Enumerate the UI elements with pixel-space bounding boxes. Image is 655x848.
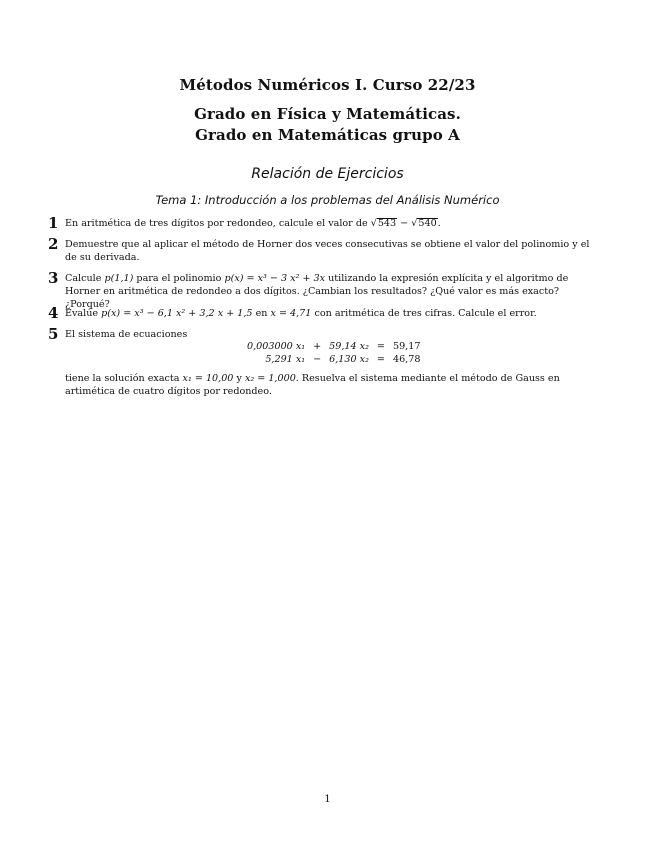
- exercise-text-continued: [65, 372, 600, 398]
- text-segment: y: [233, 373, 245, 384]
- page-number: 1: [324, 794, 331, 805]
- degree-line-2: Grado en Matemáticas grupo A: [195, 126, 460, 144]
- equation-term: 6,130 x₂: [329, 354, 369, 365]
- degree-line-1: Grado en Física y Matemáticas.: [194, 105, 461, 123]
- exercise-text: El sistema de ecuaciones: [65, 329, 188, 340]
- sqrt-radicand: 543: [377, 218, 397, 229]
- text-segment: Evalúe: [65, 308, 102, 319]
- course-title: Métodos Numéricos I. Curso 22/23: [179, 76, 476, 94]
- equation-system: [243, 340, 424, 366]
- topic-title: Tema 1: Introducción a los problemas del Análisis Numérico: [155, 193, 500, 207]
- equation-term: 0,003000 x₁: [247, 341, 306, 352]
- text-segment: Calcule: [65, 273, 105, 284]
- exercise-text: [65, 272, 600, 311]
- text-segment: .: [437, 218, 441, 229]
- exercise-number: 5: [48, 325, 59, 343]
- equation-row: [243, 340, 424, 353]
- equation-term: 5,291 x₁: [265, 354, 306, 365]
- text-segment: tiene la solución exacta: [65, 373, 183, 384]
- equation-rhs: 59,17: [392, 341, 421, 352]
- equation-term: 59,14 x₂: [329, 341, 369, 352]
- sqrt-radicand: 540: [418, 218, 437, 229]
- math-expression: p(x) = x³ − 3 x² + 3x: [224, 273, 326, 284]
- math-expression: x = 4,71: [270, 308, 312, 319]
- equation-operator: +: [313, 341, 322, 352]
- sqrt-symbol: √: [411, 218, 418, 229]
- math-expression: x₂ = 1,000: [244, 373, 296, 384]
- text-segment: En aritmética de tres dígitos por redondeo, calcule el valor de: [65, 218, 371, 229]
- exercise-number: 2: [48, 235, 59, 253]
- exercise-number: 1: [48, 214, 59, 232]
- text-segment: utilizando la expresión explícita y el algoritmo de Horner en aritmética de redondeo a dos dígitos. ¿Cambian los resultados? ¿Qué valor es más exacto? ¿Porqué?: [65, 273, 569, 310]
- exercise-text: [65, 307, 600, 320]
- equals-sign: =: [376, 354, 385, 365]
- math-expression: x₁ = 10,00: [182, 373, 234, 384]
- exercise-number: 3: [48, 269, 59, 287]
- equation-operator: −: [313, 354, 322, 365]
- equation-row: [243, 353, 424, 366]
- exercise-text: Demuestre que al aplicar el método de Horner dos veces consecutivas se obtiene el valor del polinomio y el de su derivada.: [65, 239, 590, 263]
- math-expression: p(1,1): [104, 273, 134, 284]
- text-segment: . Resuelva el sistema mediante el método de Gauss en artimética de cuatro dígitos por redondeo.: [65, 373, 560, 397]
- text-segment: para el polinomio: [133, 273, 225, 284]
- exercise-number: 4: [48, 304, 59, 322]
- text-segment: en: [252, 308, 271, 319]
- equation-rhs: 46,78: [392, 354, 421, 365]
- sqrt-symbol: √: [370, 218, 377, 229]
- exercise-text: [65, 217, 600, 230]
- minus-sign: −: [397, 218, 412, 229]
- exercise-list-title: Relación de Ejercicios: [251, 166, 404, 182]
- math-expression: p(x) = x³ − 6,1 x² + 3,2 x + 1,5: [101, 308, 253, 319]
- equals-sign: =: [376, 341, 385, 352]
- text-segment: con aritmética de tres cifras. Calcule el error.: [311, 308, 537, 319]
